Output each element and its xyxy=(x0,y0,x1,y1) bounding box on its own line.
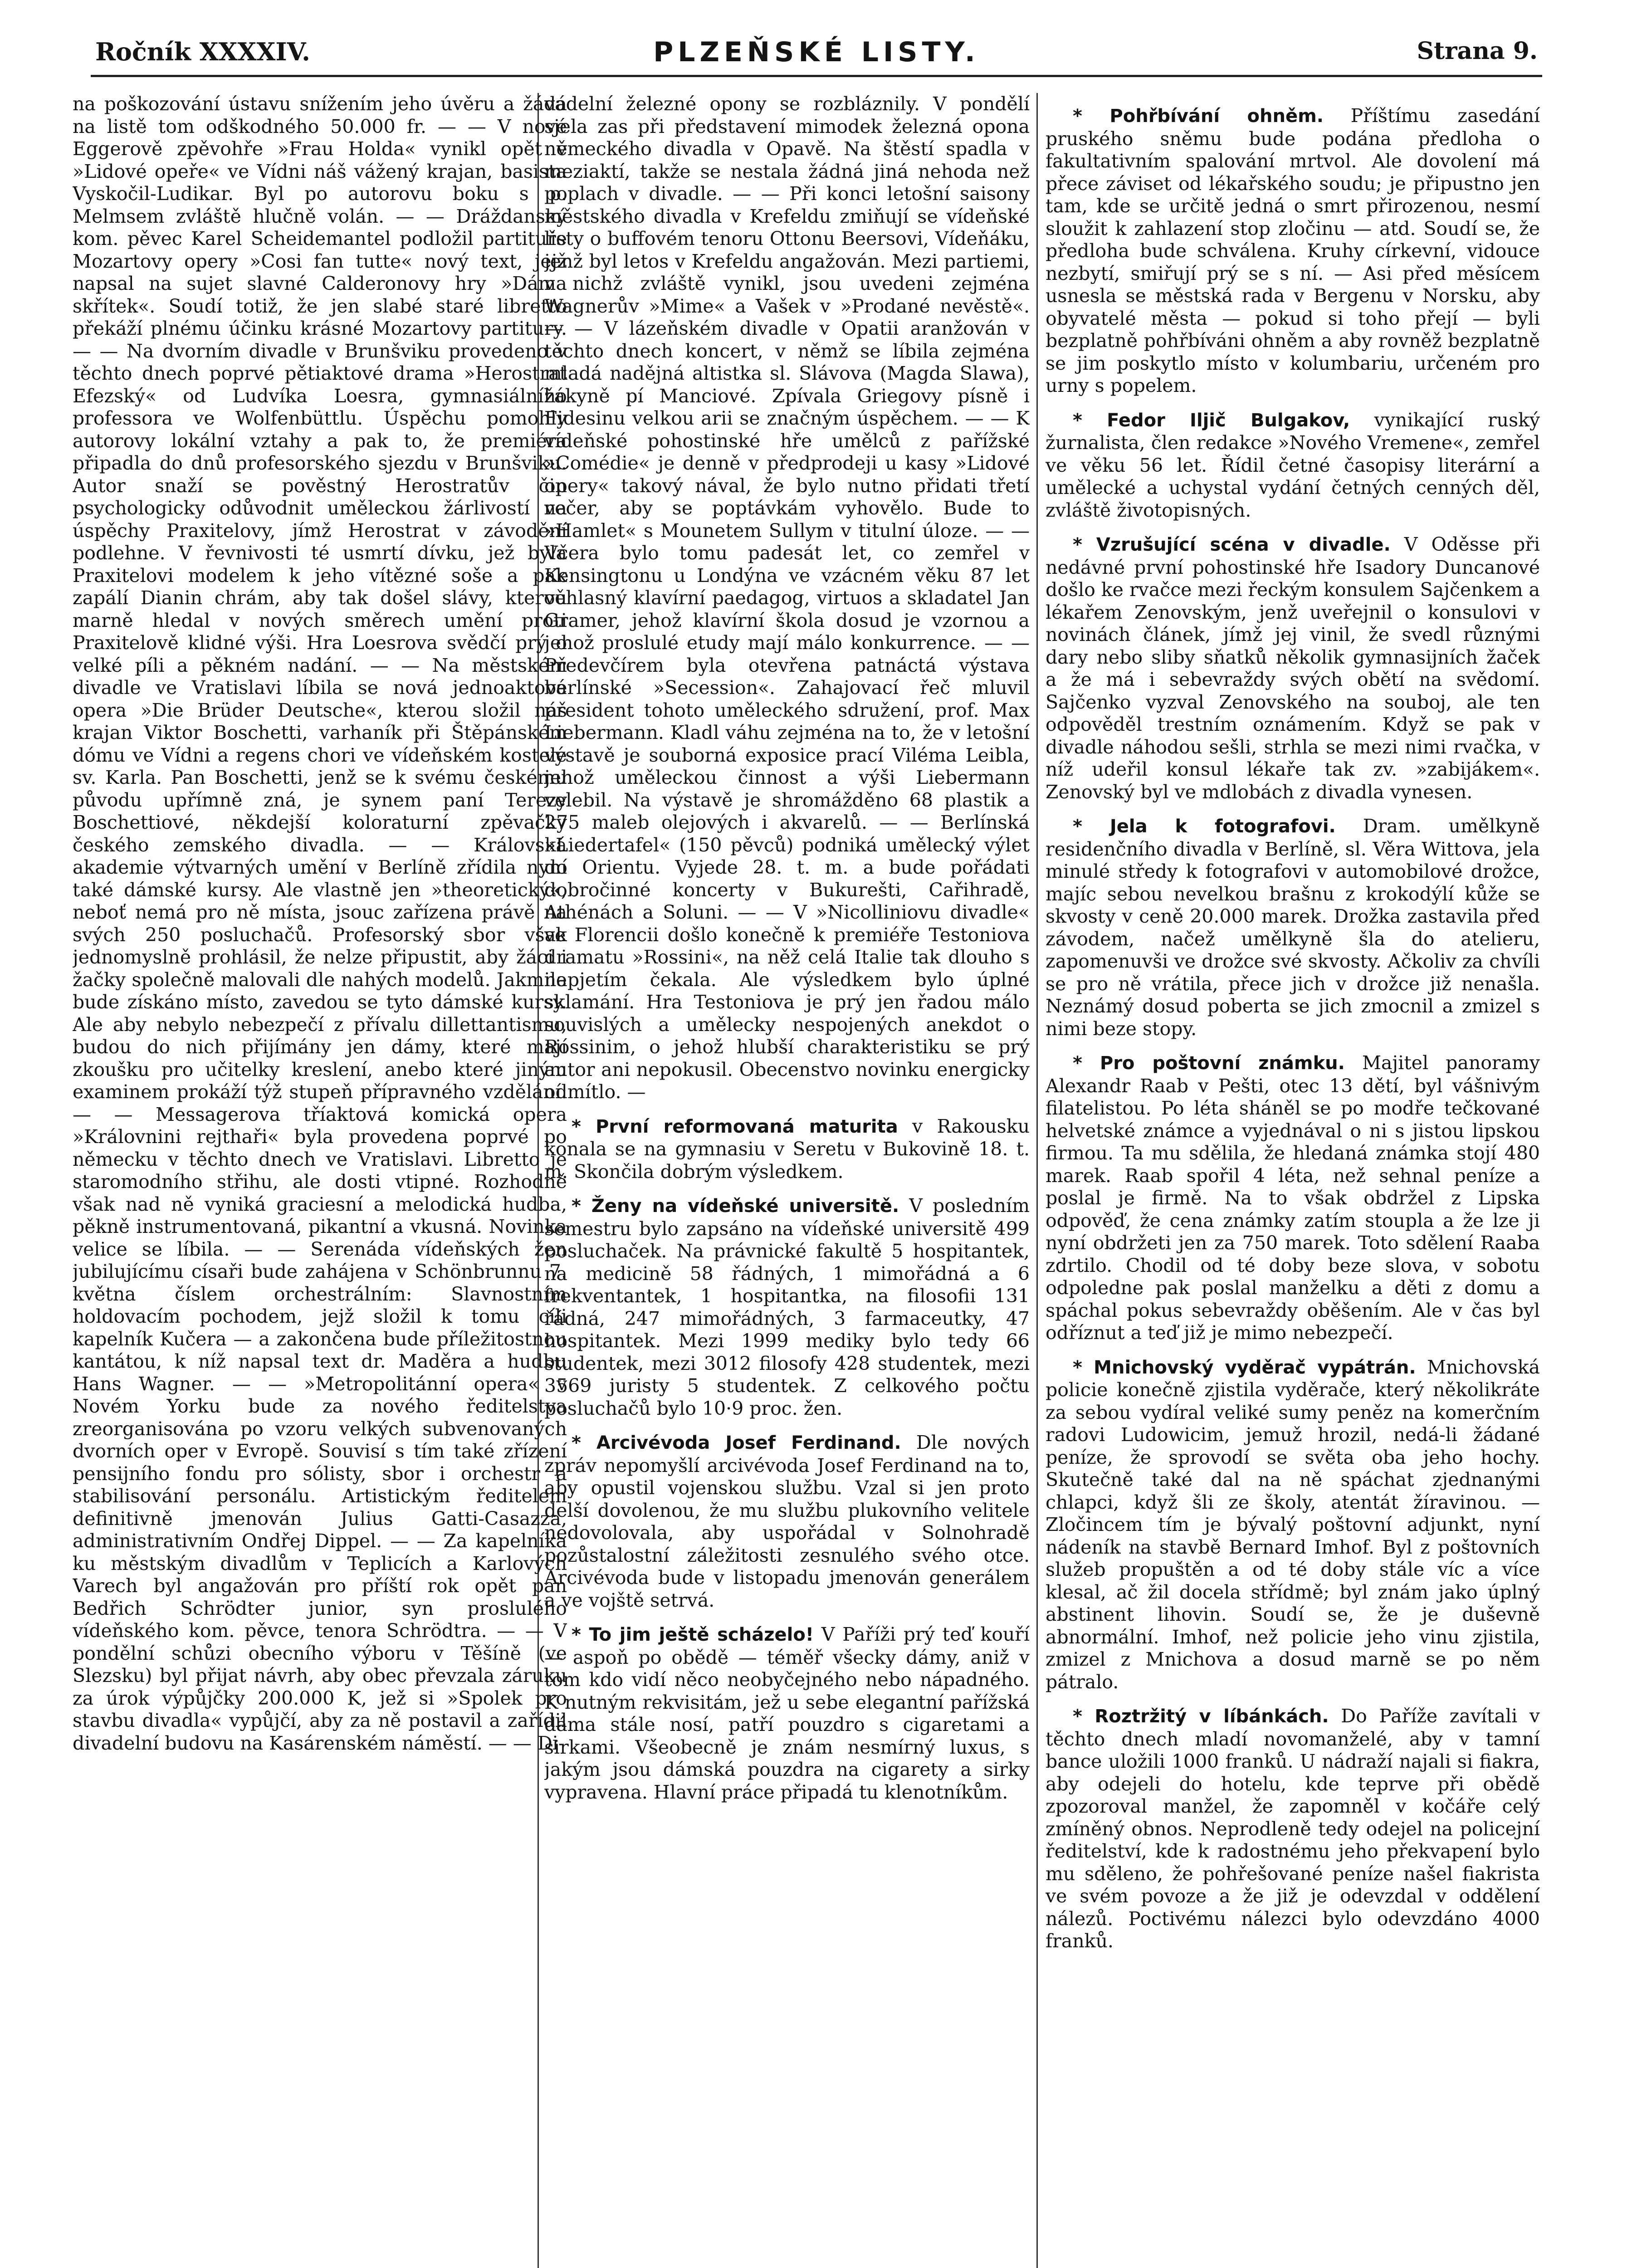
article-text: V posledním semestru bylo zapsáno na vídeňské universitě 499 posluchaček. Na právnické fakultě 5 hospitantek, na medicině 58 řádných, 1 mimořádná a 6 frekventantek, 1 hospitantka, na filosofii 131 řádná, 247 mimořádných, 3 farmaceutky, 47 hospitantek. Mezi 1999 mediky bylo tedy 66 studentek, mezi 3012 filosofy 428 studentek, mezi 3569 juristy 5 studentek. Z celkového počtu posluchačů bylo 10·9 proc. žen. xyxy=(544,1195,1030,1419)
article xyxy=(544,1195,1030,1420)
article xyxy=(1046,815,1540,1040)
column-3 xyxy=(1046,93,1540,2268)
article-heading: * Ženy na vídeňské universitě. xyxy=(572,1196,899,1217)
article-heading: * První reformovaná maturita xyxy=(572,1116,898,1137)
column-2 xyxy=(544,93,1030,2268)
article xyxy=(1046,533,1540,803)
article-text: Dram. umělkyně residenčního divadla v Berlíně, sl. Věra Wittova, jela minulé středy k fotografovi v automobilové drožce, majíc sebou nevelkou brašnu z krokodýlí kůže se skvosty v ceně 20.000 marek. Drožka zastavila před závodem, načež umělkyně šla do atelieru, zapomenuvši ve drožce své skvosty. Ačkoliv za chvíli se pro ně vrátila, přece jich v drožce již nenašla. Neznámý dosud poberta se jich zmocnil a zmizel s nimi beze stopy. xyxy=(1046,815,1540,1040)
article xyxy=(1046,1052,1540,1344)
article-text: V Oděsse při nedávné první pohostinské hře Isadory Duncanové došlo ke rvačce mezi řeckým konsulem Sajčenkem a lékařem Zenovským, jenž uveřejnil o konsulovi v novinách článek, jímž jej vinil, že svedl různými dary nebo sliby sňatků několik gymnasijních žaček a že má i sebevraždy svých obětí na svědomí. Sajčenko vyzval Zenovského na souboj, ale ten odpověděl trestním oznámením. Když se pak v divadle náhodou sešli, strhla se mezi nimi rvačka, v níž udeřil konsul lékaře tak zv. »zabijákem«. Zenovský byl ve mdlobách z divadla vynesen. xyxy=(1046,533,1540,803)
article-text: Do Paříže zavítali v těchto dnech mladí novomanželé, aby v tamní bance uložili 1000 franků. U nádraží najali si fiakra, aby odejeli do hotelu, kde teprve při obědě zpozoroval manžel, že zapomněl v kočáře celý zmíněný obnos. Neprodleně tedy odejel na policejní ředitelství, kde k radostnému jeho překvapení bylo mu sděleno, že pohřešované peníze našel fiakrista ve svém povoze a že již je odevzdal v oddělení nálezů. Poctivému nálezci bylo odevzdáno 4000 franků. xyxy=(1046,1705,1540,1952)
article-text: Majitel panoramy Alexandr Raab v Pešti, otec 13 dětí, byl vášnivým filatelistou. Po léta sháněl se po modře tečkované helvetské známce a vyjednával o ni s jistou lipskou firmou. Ta mu sdělila, že hledaná známka stojí 480 marek. Raab spořil 4 léta, než sehnal peníze a poslal je firmě. Na to však obdržel z Lipska odpověď, že cena známky zatím stoupla a že lze ji nyní obdržeti jen za 750 marek. Toto sdělení Raaba zdrtilo. Chodil od té doby beze slova, v sobotu odpoledne pak poslal manželku a děti z domu a spáchal pokus sebevraždy oběšením. Ale v čas byl odříznut a teď již je mimo nebezpečí. xyxy=(1046,1052,1540,1344)
article-text: Příštímu zasedání pruského sněmu bude podána předloha o fakultativním spalování mrtvol. Ale dovolení má přece záviset od lékařského soudu; je připustno jen tam, kde se určitě jedná o smrt přirozenou, nesmí sloužit k zahlazení stop zločinu — atd. Soudí se, že předloha bude schválena. Kruhy církevní, vidouce nezbytí, smiřují prý se s ní. — Asi před měsícem usnesla se městská rada v Bergenu v Norsku, aby obyvatelé města — pokud si toho přejí — byli bezplatně pohřbíváni ohněm a aby rovněž bezplatně se jim poskytlo místo v kolumbariu, určeném pro urny s popelem. xyxy=(1046,105,1540,396)
article-heading: * Fedor Iljič Bulgakov, xyxy=(1073,410,1350,431)
volume-label: Ročník XXXXIV. xyxy=(95,37,310,66)
article xyxy=(1046,105,1540,397)
article-heading: * Jela k fotografovi. xyxy=(1073,816,1336,837)
article-heading: * Vzrušující scéna v divadle. xyxy=(1073,534,1391,555)
article xyxy=(1046,1356,1540,1694)
page-number: Strana 9. xyxy=(1417,37,1538,65)
article-heading: * Pro poštovní známku. xyxy=(1073,1053,1345,1074)
article-text: vynikající ruský žurnalista, člen redakce »Nového Vremene«, zemřel ve věku 56 let. Řídil četné časopisy literární a umělecké a uchystal vydání četných cenných děl, zvláště životopisných. xyxy=(1046,409,1540,521)
article-heading: * Pohřbívání ohněm. xyxy=(1073,106,1324,127)
newspaper-title: PLZEŇSKÉ LISTY. xyxy=(653,36,980,68)
article-heading: * Arcivévoda Josef Ferdinand. xyxy=(572,1432,901,1453)
article-heading: * To jim ještě scházelo! xyxy=(572,1624,814,1645)
article-text: v Rakousku konala se na gymnasiu v Seretu v Bukovině 18. t. m. Skončila dobrým výsledkem. xyxy=(544,1115,1030,1183)
article-text: Dle nových zpráv nepomyšlí arcivévoda Josef Ferdinand na to, aby opustil vojenskou službu. Vzal si jen proto delší dovolenou, že mu službu plukovního velitele nedovolovala, aby uspořádal v Solnohradě pozůstalostní záležitosti zesnulého svého otce. Arcivévoda bude v listopadu jmenován generálem a ve vojště setrvá. xyxy=(544,1432,1030,1611)
article-text: V Paříži prý teď kouří — aspoň po obědě — téměř všecky dámy, aniž v tom kdo vidí něco neobyčejného nebo nápadného. K nutným rekvisitám, jež u sebe elegantní pařížská dáma stále nosí, patří pouzdro s cigaretami a sirkami. Všeobecně je znám nesmírný luxus, s jakým jsou dámská pouzdra na cigarety a sirky vypravena. Hlavní práce připadá tu klenotníkům. xyxy=(544,1623,1030,1803)
column-1 xyxy=(73,93,567,2268)
article xyxy=(544,1115,1030,1183)
article xyxy=(1046,1705,1540,1953)
article-text: vadelní železné opony se rozbláznily. V pondělí sjela zas při představení mimodek železná opona německého divadla v Opavě. Na štěstí spadla v meziaktí, takže se nestala žádná jiná nehoda než poplach v divadle. — — Při konci letošní saisony městského divadla v Krefeldu zmiňují se vídeňské listy o buffovém tenoru Ottonu Beersovi, Vídeňáku, jenž byl letos v Krefeldu angažován. Mezi partiemi, v nichž zvláště vynikl, jsou uvedeni zejména Wagnerův »Mime« a Vašek v »Prodané nevěstě«. — — V lázeňském divadle v Opatii aranžován v těchto dnech koncert, v němž se líbila zejména mladá nadějná altistka sl. Slávova (Magda Slawa), žákyně pí Manciové. Zpívala Griegovy písně i Fidesinu velkou arii se značným úspěchem. — — K vídeňské pohostinské hře umělců z pařížské »Comédie« je denně v předprodeji u kasy »Lidové opery« takový nával, že bylo nutno přidati třetí večer, aby se poptávkám vyhovělo. Bude to »Hamlet« s Mounetem Sullym v titulní úloze. — — Včera bylo tomu padesát let, co zemřel v Kensingtonu u Londýna ve vzácném věku 87 let věhlasný klavírní paedagog, virtuos a skladatel Jan Gramer, jehož klavírní škola dosud je vzornou a jehož proslulé etudy mají málo konkurrence. — — Předevčírem byla otevřena patnáctá výstava berlínské »Secession«. Zahajovací řeč mluvil president tohoto uměleckého sdružení, prof. Max Liebermann. Kladl váhu zejména na to, že v letošní výstavě je souborná exposice prací Viléma Leibla, jehož uměleckou činnost a výši Liebermann velebil. Na výstavě je shromážděno 68 plastik a 275 maleb olejových i akvarelů. — — Berlínská »Liedertafel« (150 pěvců) podniká umělecký výlet do Orientu. Vyjede 28. t. m. a bude pořádati dobročinné koncerty v Bukurešti, Cařihradě, Athénách a Soluni. — — V »Nicolliniovu divadle« ve Florencii došlo konečně k premiéře Testoniova dramatu »Rossini«, na něž celá Italie tak dlouho s napjetím čekala. Ale výsledkem bylo úplné sklamání. Hra Testoniova je prý jen řadou málo souvislých a umělecky nespojených anekdot o Rossinim, o jehož hlubší charakteristiku se prý autor ani nepokusil. Obecenstvo novinku energicky odmítlo. — xyxy=(544,93,1030,1103)
column-divider xyxy=(1036,93,1038,2268)
article xyxy=(544,1432,1030,1612)
article-text: Mnichovská policie konečně zjistila vyděrače, který několikráte za sebou vydíral veliké sumy peněz na komerčním radovi Ludowicim, jemuž hrozil, nedá-li žádané peníze, že sprovodí se světa oba jeho hochy. Skutečně také dal na ně spáchat zjednanými chlapci, když šli ze školy, atentát žíravinou. — Zločincem tím je bývalý poštovní adjunkt, nyní nádeník na stavbě Bernard Imhof. Byl z poštovních služeb propuštěn a od té doby stále víc a více klesal, ač žil docela střídmě; byl znám jako úplný abstinent lihovin. Soudí se, že je duševně abnormální. Imhof, než policie jeho vinu zjistila, zmizel z Mnichova a dosud marně se po něm pátralo. xyxy=(1046,1356,1540,1693)
article xyxy=(1046,409,1540,522)
article-heading: * Roztržitý v líbánkách. xyxy=(1073,1706,1329,1727)
article-text: na poškozování ústavu snížením jeho úvěru a žádá na listě tom odškodného 50.000 fr. — — V nové Eggerově zpěvohře »Frau Holda« vynikl opět v »Lidové opeře« ve Vídni náš vážený krajan, basista Vyskočil-Ludikar. Byl po autorovu boku s p. Melmsem zvláště hlučně volán. — — Dráždanský kom. pěvec Karel Scheidemantel podložil partituře Mozartovy opery »Cosi fan tutte« nový text, jejž napsal na sujet slavné Calderonovy hry »Dáma skřítek«. Soudí totiž, že jen slabé staré libretto překáží plnému účinku krásné Mozartovy partitury. — — Na dvorním divadle v Brunšviku provedeno v těchto dnech poprvé pětiaktové drama »Herostrat Efezský« od Ludvíka Loesra, gymnasiálního professora ve Wolfenbüttlu. Úspěchu pomohly autorovy lokální vztahy a pak to, že premiéra připadla do dnů profesorského sjezdu v Brunšviku. Autor snaží se pověstný Herostratův čin psychologicky odůvodnit uměleckou žárlivostí na úspěchy Praxitelovy, jímž Herostrat v závodění podlehne. V řevnivosti té usmrtí dívku, jež byla Praxitelovi modelem k jeho vítězné soše a pak zapálí Dianin chrám, aby tak došel slávy, kterou marně hledal v nových směrech umění proti Praxitelově klidné výši. Hra Loesrova svědčí prý o velké píli a pěkném nadání. — — Na městském divadle ve Vratislavi líbila se nová jednoaktová opera »Die Brüder Deutsche«, kterou složil náš krajan Viktor Boschetti, varhaník při Štěpánském dómu ve Vídni a regens chori ve vídeňském kostele sv. Karla. Pan Boschetti, jenž se k svému českému původu upřímně zná, je synem paní Terezy Boschettiové, někdejší koloraturní zpěvačky českého zemského divadla. — — Královská akademie výtvarných umění v Berlíně zřídila nyní také dámské kursy. Ale vlastně jen »theoretický«, neboť nemá pro ně místa, jsouc zařízena právě na svých 250 posluchačů. Profesorský sbor však jednomyslně prohlásil, že nelze připustit, aby žáci i žačky společně malovali dle nahých modelů. Jakmile bude získáno místo, zavedou se tyto dámské kursy. Ale aby nebylo nebezpečí z přívalu dillettantismu, budou do nich přijímány jen dámy, které mají zkoušku pro učitelky kreslení, anebo které jiným examinem prokáží týž stupeň přípravného vzdělání. — — Messagerova tříaktová komická opera »Královnini rejthaři« byla provedena poprvé po německu v těchto dnech ve Vratislavi. Libretto je staromodního střihu, ale dosti vtipné. Rozhodně však nad ně vyniká graciesní a melodická hudba, pěkně instrumentovaná, pikantní a vkusná. Novinka velice se líbila. — — Serenáda vídeňských žen jubilujícímu císaři bude zahájena v Schönbrunnu 7. května číslem orchestrálním: Slavnostním holdovacím pochodem, jejž složil k tomu cíli kapelník Kučera — a zakončena bude příležitostnou kantátou, k níž napsal text dr. Maděra a hudbu Hans Wagner. — — »Metropolitánní opera« v Novém Yorku bude za nového ředitelstva zreorganisována po vzoru velkých subvenovaných dvorních oper v Evropě. Souvisí s tím také zřízení pensijního fondu pro sólisty, sbor i orchestr a stabilisování personálu. Artistickým ředitelem definitivně jmenován Julius Gatti-Casazza, administrativním Ondřej Dippel. — — Za kapelníka ku městským divadlům v Teplicích a Karlových Varech byl angažován pro příští rok opět pan Bedřich Schrödter junior, syn proslulého vídeňského kom. pěvce, tenora Schrödtra. — — V pondělní schůzi obecního výboru v Těšíně (ve Slezsku) byl přijat návrh, aby obec převzala záruku za úrok výpůjčky 200.000 K, jež si »Spolek pro stavbu divadla« vypůjčí, aby za ně postavil a zařídil divadelní budovu na Kasárenském náměstí. — — Di- xyxy=(73,93,567,1754)
page-header xyxy=(91,32,1542,77)
article xyxy=(544,1623,1030,1804)
article-heading: * Mnichovský vyděrač vypátrán. xyxy=(1073,1357,1416,1378)
